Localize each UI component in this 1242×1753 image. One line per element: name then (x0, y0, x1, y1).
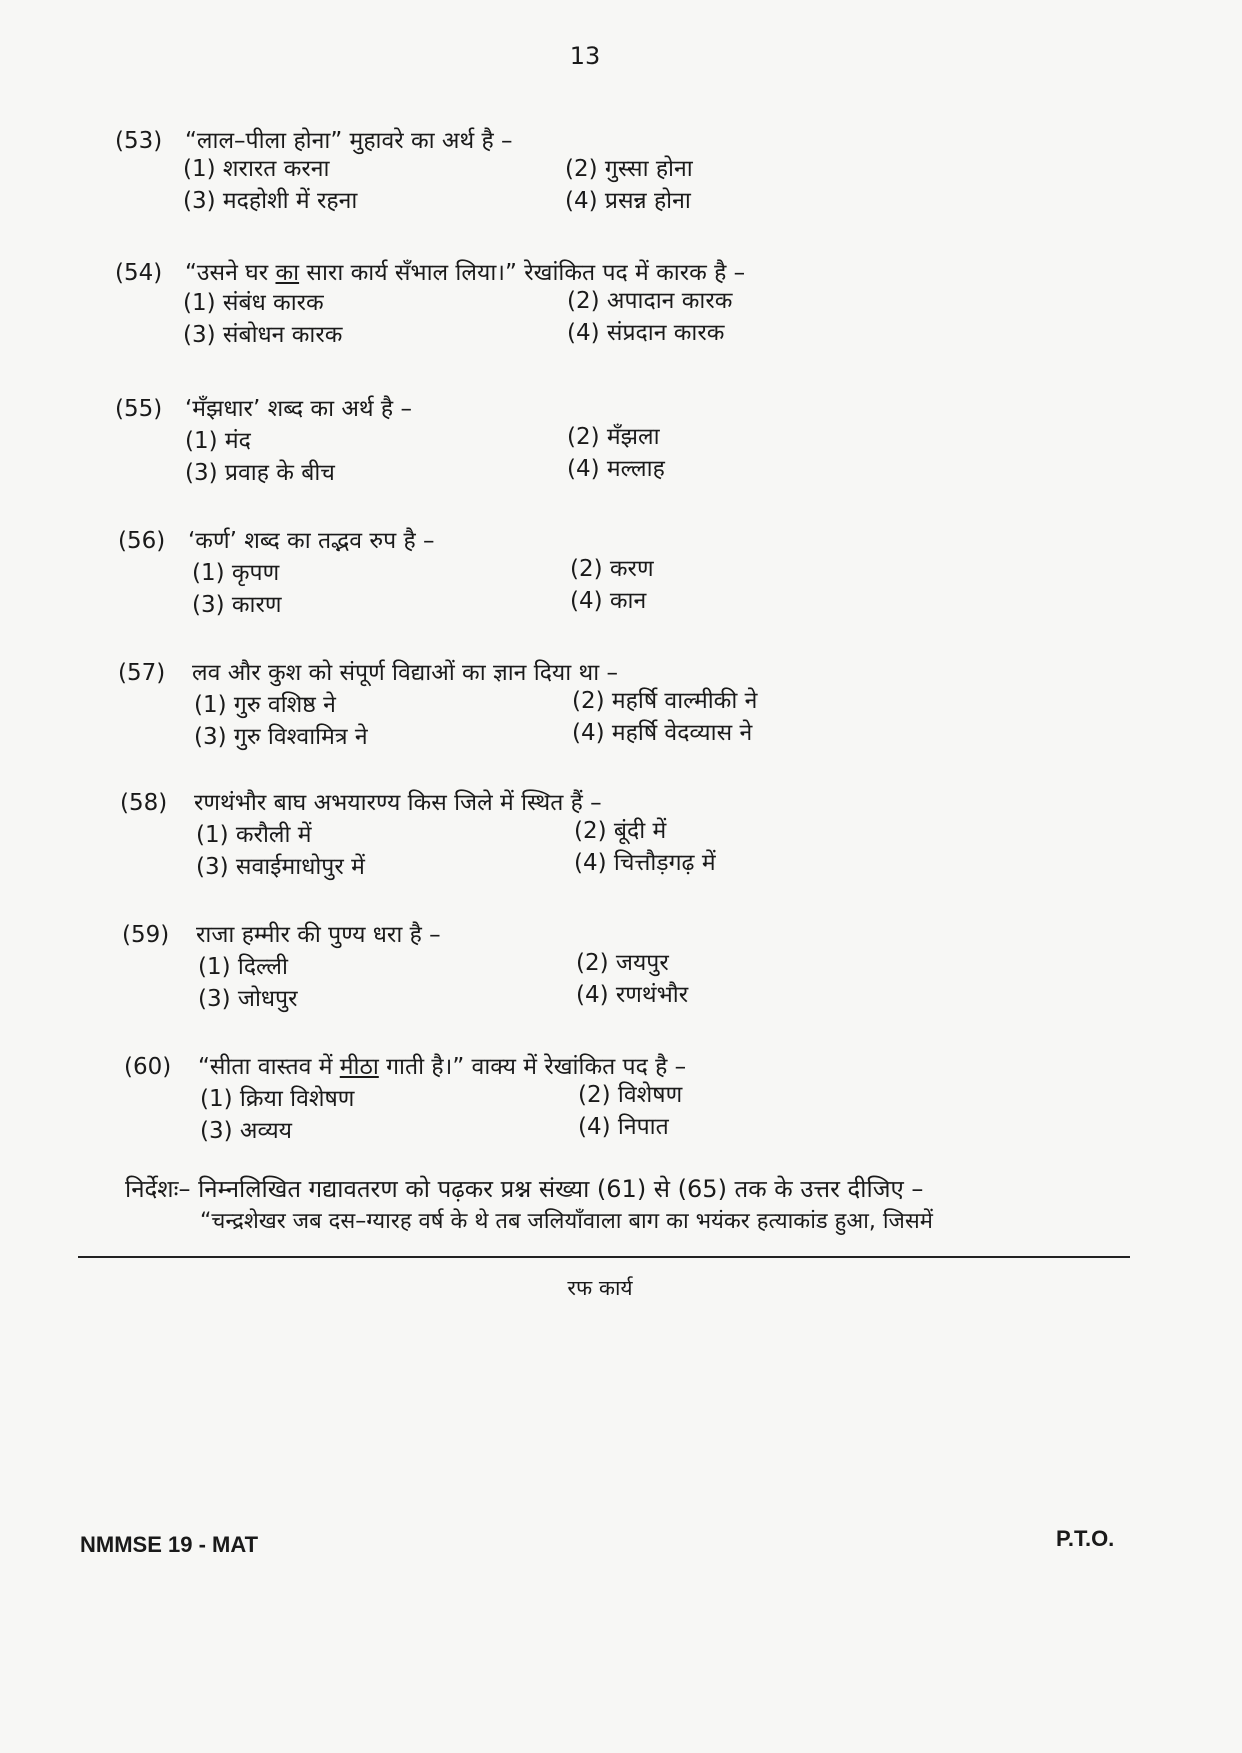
underlined-word: का (275, 260, 300, 286)
option-3: (3) प्रवाह के बीच (185, 460, 335, 486)
option-1: (1) शरारत करना (183, 156, 330, 182)
question-number: (53) (115, 128, 163, 154)
question-text: ‘कर्ण’ शब्द का तद्भव रुप है – (188, 528, 435, 554)
option-1: (1) गुरु वशिष्ठ ने (194, 692, 336, 718)
footer-pto: P.T.O. (1056, 1526, 1115, 1551)
option-1: (1) दिल्ली (198, 954, 288, 980)
question-number: (59) (122, 922, 170, 948)
option-2: (2) महर्षि वाल्मीकी ने (572, 688, 758, 714)
option-4: (4) चित्तौड़गढ़ में (574, 850, 716, 876)
option-4: (4) मल्लाह (567, 456, 665, 482)
footer-code: NMMSE 19 - MAT (80, 1532, 259, 1557)
option-3: (3) अव्यय (200, 1118, 293, 1144)
option-3: (3) मदहोशी में रहना (183, 188, 358, 214)
option-2: (2) अपादान कारक (567, 288, 733, 314)
option-4: (4) प्रसन्न होना (565, 188, 691, 214)
question-number: (60) (124, 1054, 172, 1080)
option-2: (2) गुस्सा होना (565, 156, 693, 182)
option-4: (4) रणथंभौर (576, 982, 689, 1008)
question-number: (56) (118, 528, 166, 554)
option-3: (3) गुरु विश्वामित्र ने (194, 724, 368, 750)
question-number: (55) (115, 396, 163, 422)
rough-work-label: रफ कार्य (567, 1276, 633, 1300)
question-text: “सीता वास्तव में मीठा गाती है।” वाक्य में रेखांकित पद है – (198, 1054, 687, 1080)
divider-line (78, 1256, 1130, 1258)
question-text: लव और कुश को संपूर्ण विद्याओं का ज्ञान दिया था – (192, 660, 618, 686)
option-1: (1) संबंध कारक (183, 290, 324, 316)
option-3: (3) संबोधन कारक (183, 322, 343, 348)
option-2: (2) जयपुर (576, 950, 669, 976)
option-2: (2) मँझला (567, 424, 660, 450)
question-text: राजा हम्मीर की पुण्य धरा है – (196, 922, 441, 948)
option-1: (1) कृपण (192, 560, 280, 586)
option-3: (3) कारण (192, 592, 282, 618)
option-4: (4) महर्षि वेदव्यास ने (572, 720, 753, 746)
option-2: (2) विशेषण (578, 1082, 683, 1108)
passage-text: “चन्द्रशेखर जब दस–ग्यारह वर्ष के थे तब जलियाँवाला बाग का भयंकर हत्याकांड हुआ, जिसमें (200, 1209, 933, 1234)
option-1: (1) करौली में (196, 822, 312, 848)
option-2: (2) करण (570, 556, 654, 582)
option-4: (4) संप्रदान कारक (567, 320, 725, 346)
question-text: रणथंभौर बाघ अभयारण्य किस जिले में स्थित हैं – (194, 790, 602, 816)
option-4: (4) कान (570, 588, 647, 614)
question-number: (58) (120, 790, 168, 816)
question-text: “उसने घर का सारा कार्य सँभाल लिया।” रेखांकित पद में कारक है – (185, 260, 746, 286)
option-3: (3) सवाईमाधोपुर में (196, 854, 365, 880)
option-2: (2) बूंदी में (574, 818, 667, 844)
option-1: (1) मंद (185, 428, 251, 454)
question-text: “लाल–पीला होना” मुहावरे का अर्थ है – (185, 128, 513, 154)
question-number: (57) (118, 660, 166, 686)
option-3: (3) जोधपुर (198, 986, 298, 1012)
option-1: (1) क्रिया विशेषण (200, 1086, 355, 1112)
page-number: 13 (569, 42, 601, 70)
question-number: (54) (115, 260, 163, 286)
directive-text: निर्देशः– निम्नलिखित गद्यावतरण को पढ़कर प्रश्न संख्या (61) से (65) तक के उत्तर दीजिए – (125, 1175, 924, 1203)
option-4: (4) निपात (578, 1114, 669, 1140)
question-text: ‘मँझधार’ शब्द का अर्थ है – (185, 396, 412, 422)
underlined-word: मीठा (339, 1054, 379, 1080)
